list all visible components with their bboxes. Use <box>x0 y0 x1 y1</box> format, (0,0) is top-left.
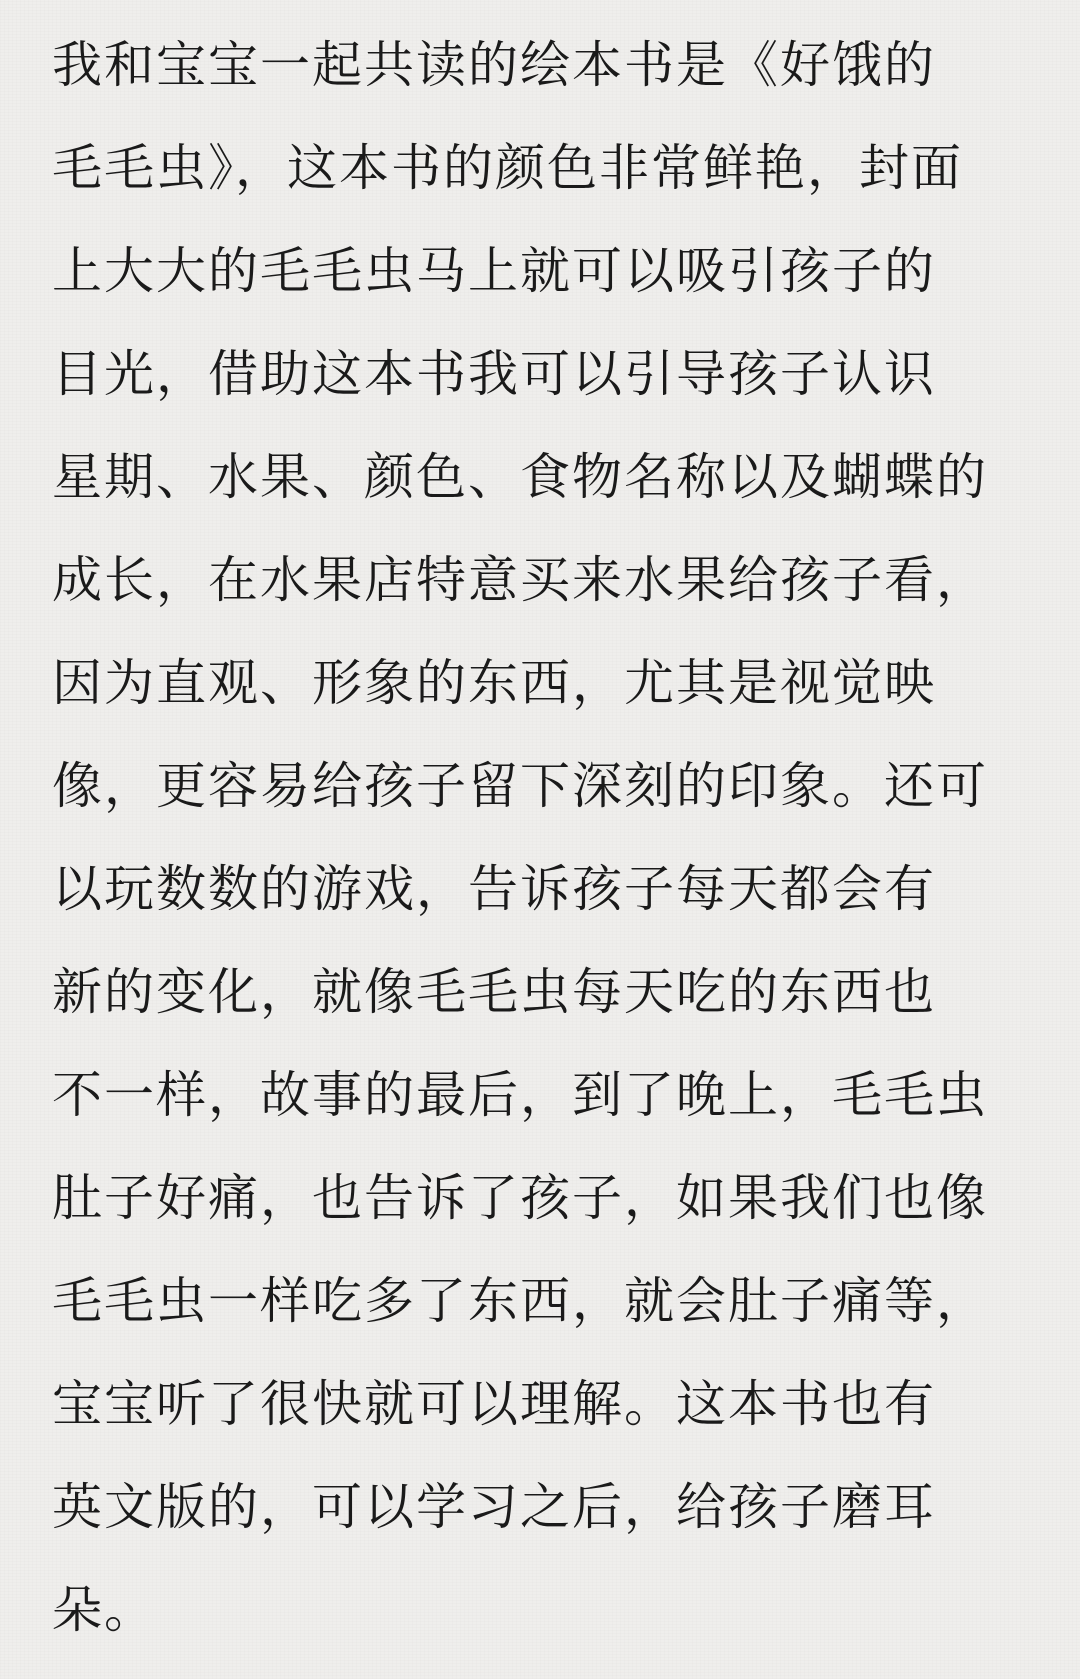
text-line: 朵。 <box>52 1581 156 1639</box>
text-line: 宝宝听了很快就可以理解。这本书也有 <box>52 1375 936 1433</box>
text-line: 英文版的，可以学习之后，给孩子磨耳 <box>52 1478 936 1536</box>
handwritten-paragraph <box>52 14 1052 1662</box>
text-line: 因为直观、形象的东西，尤其是视觉映 <box>52 654 936 712</box>
text-line: 上大大的毛毛虫马上就可以吸引孩子的 <box>52 242 936 300</box>
text-line: 以玩数数的游戏，告诉孩子每天都会有 <box>52 860 936 918</box>
text-line: 毛毛虫一样吃多了东西，就会肚子痛等， <box>52 1272 988 1330</box>
text-line: 肚子好痛，也告诉了孩子，如果我们也像 <box>52 1169 988 1227</box>
text-line: 成长，在水果店特意买来水果给孩子看， <box>52 551 988 609</box>
text-line: 毛毛虫》，这本书的颜色非常鲜艳，封面 <box>52 139 963 197</box>
text-line: 星期、水果、颜色、食物名称以及蝴蝶的 <box>52 448 988 506</box>
text-line: 不一样，故事的最后，到了晚上，毛毛虫 <box>52 1066 988 1124</box>
text-line: 我和宝宝一起共读的绘本书是《好饿的 <box>52 36 936 94</box>
text-line: 新的变化，就像毛毛虫每天吃的东西也 <box>52 963 936 1021</box>
text-line: 目光，借助这本书我可以引导孩子认识 <box>52 345 936 403</box>
text-line: 像，更容易给孩子留下深刻的印象。还可 <box>52 757 988 815</box>
